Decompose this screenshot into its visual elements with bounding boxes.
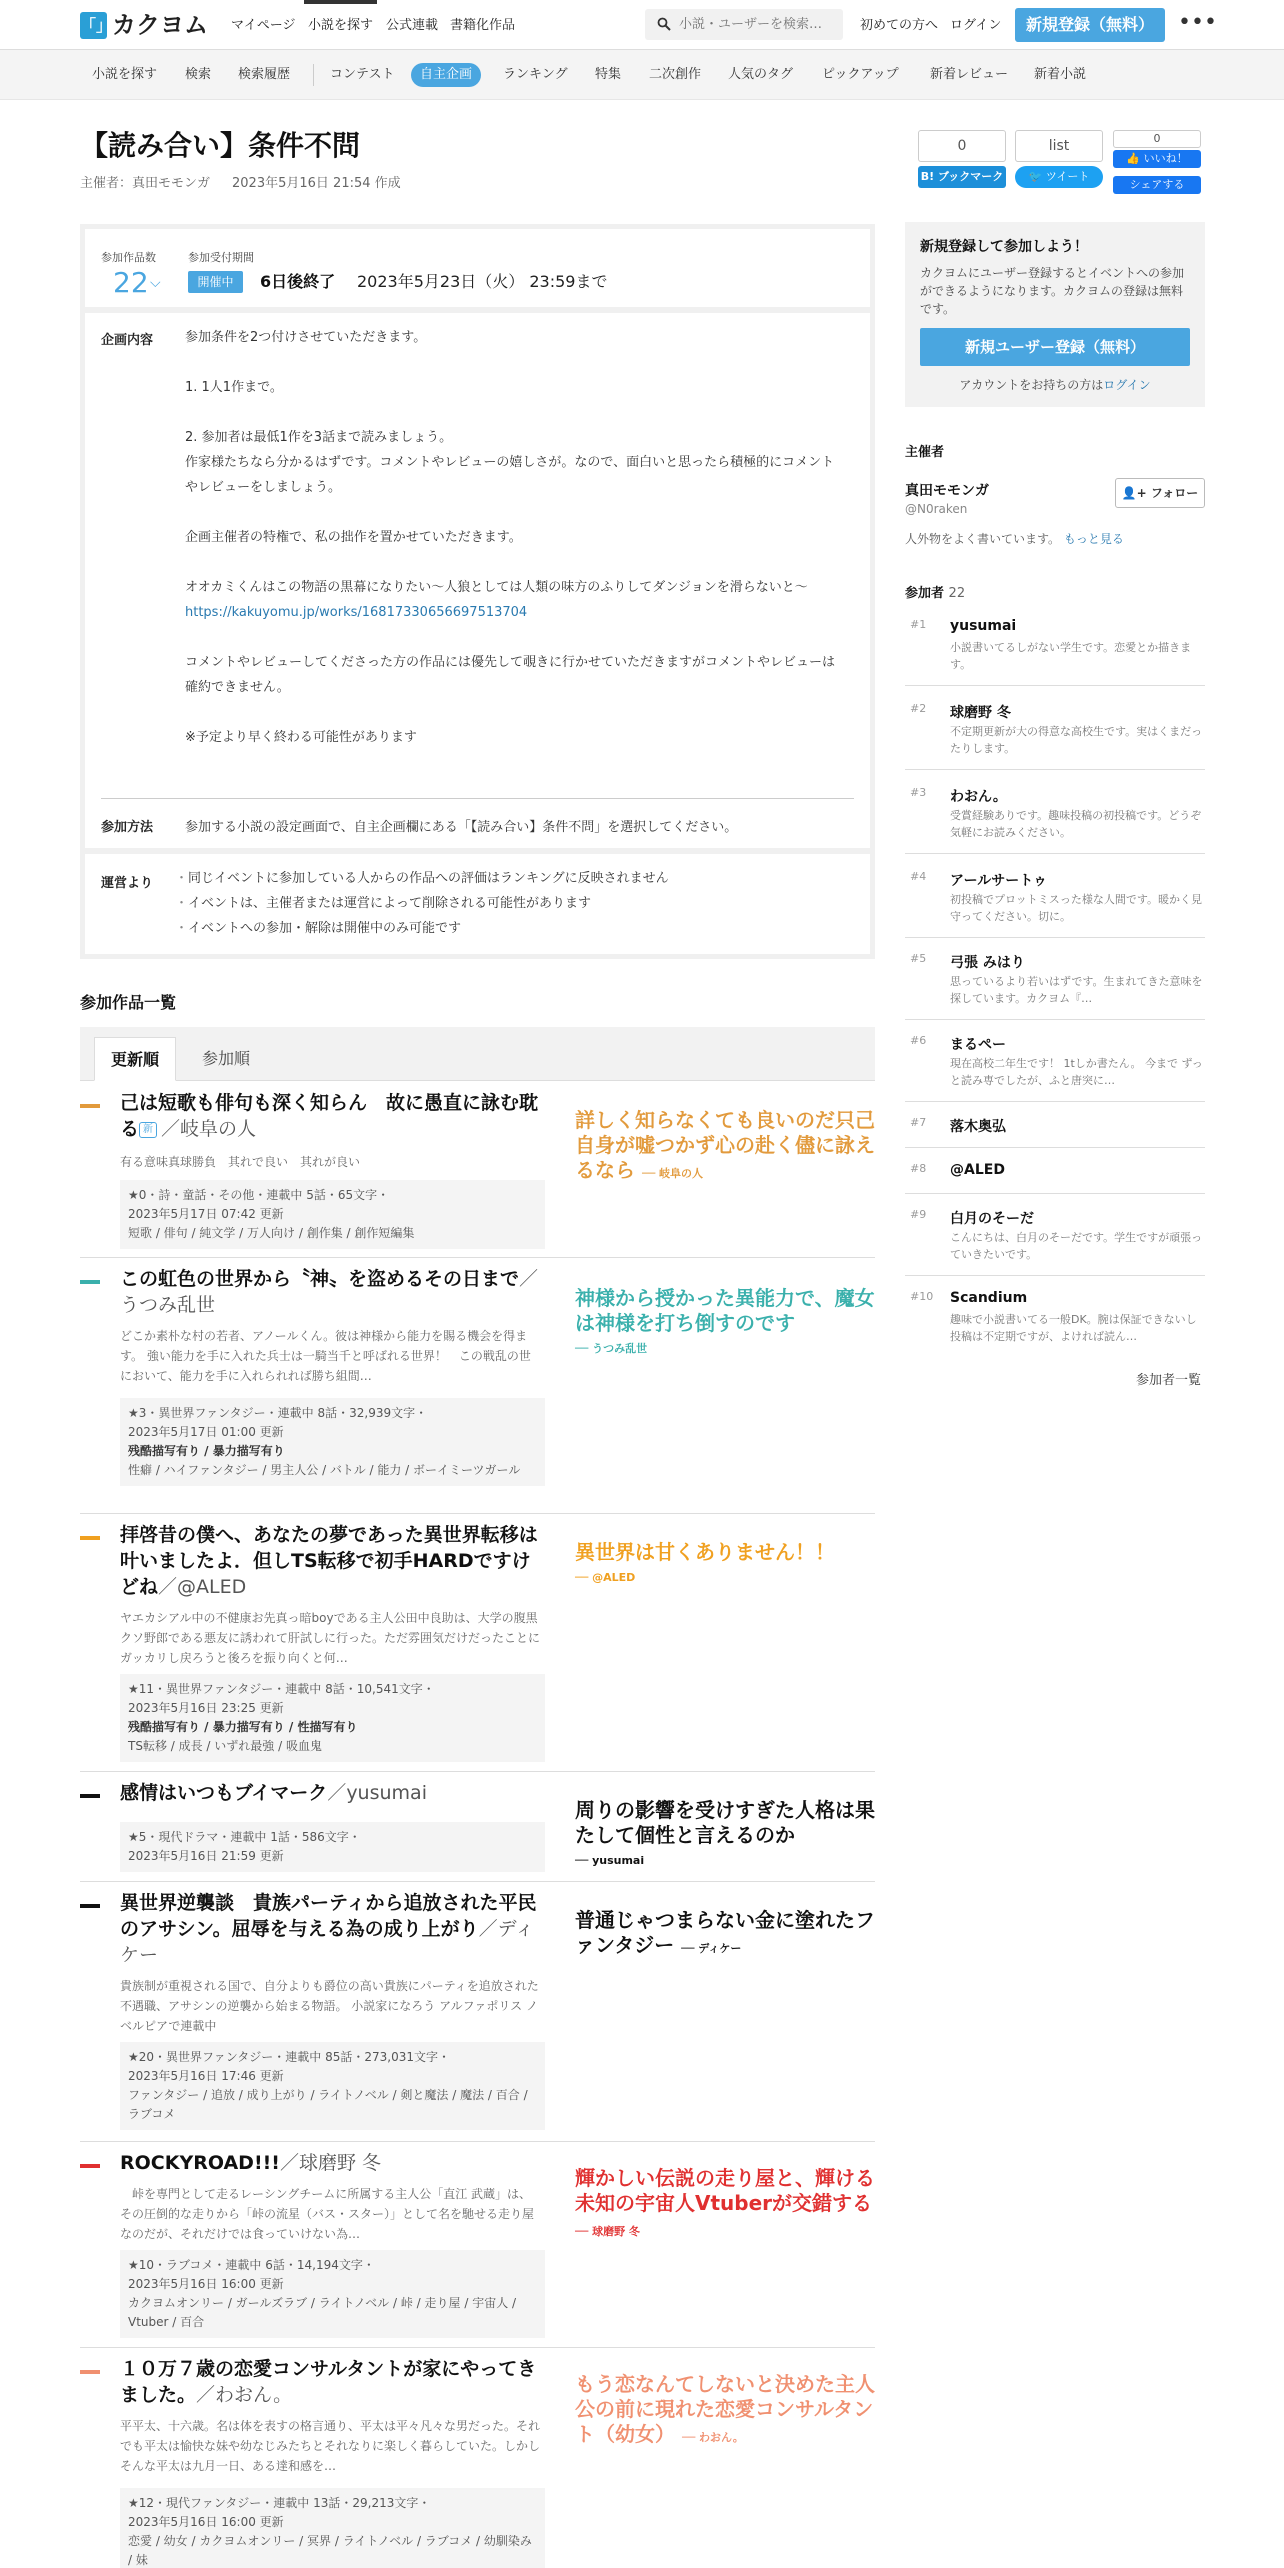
read-more-link[interactable]: もっと見る bbox=[1063, 532, 1124, 546]
catch-text: 異世界は甘くありません！！ bbox=[575, 1540, 835, 1564]
work-item bbox=[80, 2348, 875, 2568]
participant-intro: 受賞経験ありです。趣味投稿の初投稿です。どうぞ気軽にお読みください。 bbox=[950, 809, 1202, 839]
work-stats: ★0・詩・童話・その他・連載中 5話・65文字・ bbox=[128, 1188, 390, 1202]
event-host[interactable]: 主催者：真田モモンガ bbox=[80, 176, 211, 191]
desc-line: オオカミくんはこの物語の黒幕になりたい〜人狼としては人類の味方のふりしてダンジョンを滑らないと〜 bbox=[185, 580, 808, 595]
subnav-user-events[interactable]: 自主企画 bbox=[411, 63, 481, 87]
participant-item[interactable] bbox=[905, 786, 1205, 854]
work-title[interactable]: 己は短歌も俳句も深く知らん 故に愚直に詠む耽る 新 ／岐阜の人 bbox=[120, 1092, 539, 1140]
work-catchphrase: 異世界は甘くありません！！ ── @ALED bbox=[575, 1540, 875, 1590]
subnav-new-reviews[interactable]: 新着レビュー bbox=[930, 67, 1009, 82]
participant-name[interactable]: わおん。 bbox=[950, 789, 1007, 805]
catch-author: わおん。 bbox=[699, 2431, 744, 2444]
status-badge: 開催中 bbox=[188, 271, 243, 293]
work-tags[interactable]: TS転移 / 成長 / いずれ最強 / 吸血鬼 bbox=[128, 1739, 322, 1753]
participant-rank: #4 bbox=[910, 870, 927, 883]
entry-count-label: 参加作品数 bbox=[101, 251, 156, 264]
notice-label: 運営より bbox=[101, 876, 154, 891]
participant-rank: #1 bbox=[910, 618, 927, 631]
description-label: 企画内容 bbox=[101, 333, 154, 348]
event-title: 【読み合い】条件不問 bbox=[80, 129, 361, 162]
catch-text: 神様から授かった異能力で、魔女は神様を打ち倒すのです bbox=[575, 1286, 875, 1335]
participant-rank: #10 bbox=[910, 1290, 934, 1303]
nav-official-serial[interactable]: 公式連載 bbox=[386, 18, 439, 33]
work-tags[interactable]: 性癖 / ハイファンタジー / 男主人公 / バトル / 能力 / ボーイミーツガール bbox=[128, 1463, 521, 1477]
participant-rank: #9 bbox=[910, 1208, 927, 1221]
facebook-share-button[interactable]: シェアする bbox=[1113, 176, 1201, 194]
desc-line: 1. 1人1作まで。 bbox=[185, 380, 283, 395]
notice-item: ・ イベントへの参加・解除は開催中のみ可能です bbox=[175, 916, 669, 941]
work-color-bar bbox=[80, 2164, 100, 2168]
tweet-label: ツイート bbox=[1045, 170, 1090, 183]
participant-item[interactable] bbox=[905, 1290, 1205, 1346]
host-heading: 主催者 bbox=[905, 445, 945, 460]
follow-label: フォロー bbox=[1150, 486, 1199, 500]
work-tags[interactable]: 短歌 / 俳句 / 純文学 / 万人向け / 創作集 / 創作短編集 bbox=[128, 1226, 415, 1240]
work-info bbox=[120, 2250, 545, 2338]
work-stats: ★5・現代ドラマ・連載中 1話・586文字・ bbox=[128, 1830, 361, 1844]
host-id[interactable]: @N0raken bbox=[905, 502, 968, 516]
event-meta bbox=[80, 172, 401, 191]
subnav-ranking[interactable]: ランキング bbox=[503, 67, 568, 82]
new-badge: 新 bbox=[139, 1122, 157, 1138]
work-color-bar bbox=[80, 1280, 100, 1284]
follow-button[interactable] bbox=[1115, 478, 1205, 508]
work-catchphrase: 周りの影響を受けすぎた人格は果たして個性と言えるのか ── yusumai bbox=[575, 1798, 875, 1867]
catch-text: 輝かしい伝説の走り屋と、輝ける未知の宇宙人Vtuberが交錯する bbox=[575, 2166, 875, 2215]
site-header bbox=[0, 0, 1284, 50]
work-intro: 平平太、十六歳。名は体を表すの格言通り、平太は平々凡々な男だった。それでも平太は愉快な妹や幼なじみたちとそれなりに楽しく暮らしていた。しかしそんな平太は九月一日、ある達和感を… bbox=[120, 2419, 541, 2473]
work-info bbox=[120, 1180, 545, 1249]
participant-rank: #8 bbox=[910, 1162, 927, 1175]
participant-intro: 現在高校二年生です！ 1tしか書たん。 今まで ずっと読み専でしたが、ふと唐突に… bbox=[950, 1057, 1203, 1087]
work-item bbox=[80, 1882, 875, 2142]
participant-name[interactable]: 弓張 みはり bbox=[950, 955, 1025, 971]
work-info bbox=[120, 2488, 545, 2568]
notice-list bbox=[175, 866, 669, 941]
work-author[interactable]: 球磨野 冬 bbox=[298, 2152, 382, 2174]
work-title-text[interactable]: 感情はいつもブイマーク bbox=[120, 1782, 328, 1804]
work-item bbox=[80, 1772, 875, 1882]
work-color-bar bbox=[80, 1904, 100, 1908]
catch-author: 球磨野 冬 bbox=[592, 2225, 640, 2238]
subnav-search[interactable]: 検索 bbox=[185, 67, 212, 82]
work-info bbox=[120, 2042, 545, 2130]
work-updated: 2023年5月16日 16:00 更新 bbox=[128, 2515, 284, 2529]
subnav-features[interactable]: 特集 bbox=[595, 67, 622, 82]
desc-line: 作家様たちなら分かるはずです。コメントやレビューの嬉しさが。なので、面白いと思ったら積極的にコメントやレビューをしましょう。 bbox=[185, 455, 835, 495]
participant-name[interactable]: 球磨野 冬 bbox=[950, 705, 1011, 721]
work-catchphrase: もう恋なんてしないと決めた主人公の前に現れた恋愛コンサルタント（幼女） ── わおん。 bbox=[575, 2372, 875, 2446]
participant-item[interactable] bbox=[905, 1208, 1205, 1276]
participant-item[interactable] bbox=[905, 618, 1205, 686]
work-stats: ★12・現代ファンタジー・連載中 13話・29,213文字・ bbox=[128, 2496, 431, 2510]
host-name[interactable]: 真田モモンガ bbox=[905, 483, 989, 499]
work-author[interactable]: うつみ乱世 bbox=[120, 1294, 216, 1316]
participant-name[interactable]: 落木奥弘 bbox=[950, 1119, 1006, 1135]
search-input[interactable] bbox=[679, 13, 837, 36]
work-item bbox=[80, 1082, 875, 1258]
work-author[interactable]: @ALED bbox=[177, 1576, 247, 1598]
work-intro: どこか素朴な村の若者、アノールくん。彼は神様から能力を賜る機会を得ます。 強い能力を手に入れた兵士は一騎当千と呼ばれる世界！ この戦乱の世において、能力を手に入れられれば勝ち組間… bbox=[120, 1329, 531, 1383]
chevron-down-icon[interactable]: ⌵ bbox=[150, 275, 161, 291]
work-title-text[interactable]: この虹色の世界から〝神〟を盗めるその日まで bbox=[120, 1268, 520, 1290]
entry-count[interactable]: 22 bbox=[113, 266, 149, 299]
participant-item[interactable] bbox=[905, 1034, 1205, 1102]
work-author[interactable]: ディケー bbox=[120, 1918, 535, 1966]
work-intro: 峠を専門として走るレーシングチームに所属する主人公「直江 武蔵」は、その圧倒的な走りから「峠の流星（バス・スター）」として名を馳せる走り屋なのだが、それだけでは食っていけない為… bbox=[120, 2187, 535, 2241]
register-button[interactable]: 新規登録（無料） bbox=[1015, 8, 1165, 42]
hatena-bookmark-button[interactable]: B! ブックマーク bbox=[918, 166, 1006, 188]
desc-line: 企画主催者の特権で、私の拙作を置かせていただきます。 bbox=[185, 530, 522, 545]
participant-rank: #6 bbox=[910, 1034, 927, 1047]
work-info bbox=[120, 1822, 545, 1872]
catch-text: もう恋なんてしないと決めた主人公の前に現れた恋愛コンサルタント（幼女） bbox=[575, 2372, 875, 2446]
work-info bbox=[120, 1674, 545, 1762]
works-list-heading: 参加作品一覧 bbox=[80, 993, 177, 1012]
participant-item[interactable] bbox=[905, 952, 1205, 1020]
work-intro: ヤエカシアル中の不健康お先真っ暗boyである主人公田中良助は、大学の腹黒クソ野郎である悪友に誘われて肝試しに行った。ただ雰囲気だけだったことにガッカリし戻ろうと後ろを振り向くと何… bbox=[120, 1611, 541, 1665]
works-tabs bbox=[80, 1027, 875, 1081]
participant-item[interactable] bbox=[905, 870, 1205, 938]
participant-item[interactable] bbox=[905, 1116, 1205, 1148]
work-warnings: 残酷描写有り / 暴力描写有り / 性描写有り bbox=[128, 1720, 358, 1734]
participant-rank: #7 bbox=[910, 1116, 927, 1129]
desc-line: コメントやレビューしてくださった方の作品には優先して覗きに行かせていただきますがコメントやレビューは確約できません。 bbox=[185, 655, 836, 695]
signup-description: カクヨムにユーザー登録するとイベントへの参加ができるようになります。カクヨムの登録は無料です。 bbox=[920, 266, 1185, 316]
subnav-divider bbox=[313, 64, 314, 86]
work-title[interactable]: 感情はいつもブイマーク／yusumai bbox=[120, 1782, 427, 1804]
search-icon bbox=[657, 17, 671, 31]
work-author[interactable]: yusumai bbox=[346, 1782, 427, 1804]
work-title-text[interactable]: 己は短歌も俳句も深く知らん 故に愚直に詠む耽る bbox=[120, 1092, 539, 1140]
catch-author: ディケー bbox=[698, 1942, 742, 1955]
days-left: 6日後終了 bbox=[260, 272, 336, 291]
work-tags[interactable]: 恋愛 / 幼女 / カクヨムオンリー / 冥界 / ライトノベル / ラブコメ / 幼馴染み / 妹 bbox=[128, 2534, 532, 2567]
event-status-panel bbox=[85, 229, 870, 307]
work-stats: ★10・ラブコメ・連載中 6話・14,194文字・ bbox=[128, 2258, 375, 2272]
sub-navigation bbox=[0, 50, 1284, 100]
participant-intro: 小説書いてるしがない学生です。恋愛とか描きます。 bbox=[950, 641, 1192, 671]
subnav-fanfiction[interactable]: 二次創作 bbox=[649, 67, 702, 82]
kakuyomu-logo-icon[interactable]: 「」 bbox=[80, 12, 107, 39]
participants-label: 参加者 bbox=[905, 586, 945, 601]
login-prompt bbox=[920, 376, 1190, 393]
signup-button[interactable]: 新規ユーザー登録（無料） bbox=[920, 328, 1190, 366]
work-item bbox=[80, 2142, 875, 2348]
nav-published-works[interactable]: 書籍化作品 bbox=[450, 18, 516, 33]
catch-text: 普通じゃつまらない金に塗れたファンタジー bbox=[575, 1908, 875, 1957]
work-tags[interactable]: ファンタジー / 追放 / 成り上がり / ライトノベル / 剣と魔法 / 魔法 / 百合 / ラブコメ bbox=[128, 2088, 528, 2121]
tab-joined[interactable]: 参加順 bbox=[202, 1049, 251, 1068]
nav-mypage[interactable]: マイページ bbox=[231, 18, 296, 33]
login-prompt-text: アカウントをお持ちの方は bbox=[959, 378, 1104, 392]
work-title[interactable]: 拝啓昔の僕へ、あなたの夢であった異世界転移は叶いましたよ．但しTS転移で初手HARDですけどね／@ALED bbox=[120, 1524, 538, 1598]
participant-intro: 不定期更新が大の得意な高校生です。実はくまだったりします。 bbox=[950, 725, 1203, 755]
signup-box bbox=[905, 222, 1205, 407]
work-title[interactable]: この虹色の世界から〝神〟を盗めるその日まで／うつみ乱世 bbox=[120, 1268, 539, 1316]
work-title[interactable]: １０万７歳の恋愛コンサルタントが家にやってきました。／わおん。 bbox=[120, 2358, 537, 2406]
notice-panel bbox=[85, 854, 870, 954]
deadline: 2023年5月23日（火） 23:59まで bbox=[357, 272, 608, 291]
tab-updated[interactable]: 更新順 bbox=[94, 1037, 176, 1081]
participants-heading bbox=[905, 582, 965, 601]
participant-name[interactable]: yusumai bbox=[950, 618, 1017, 634]
first-time-link[interactable]: 初めての方へ bbox=[860, 18, 939, 33]
work-item bbox=[80, 1514, 875, 1772]
work-title-text[interactable]: 拝啓昔の僕へ、あなたの夢であった異世界転移は叶いましたよ．但しTS転移で初手HARDですけどね bbox=[120, 1524, 538, 1598]
work-tags[interactable]: カクヨムオンリー / ガールズラブ / ライトノベル / 峠 / 走り屋 / 宇宙人 / Vtuber / 百合 bbox=[128, 2296, 517, 2329]
work-catchphrase: 普通じゃつまらない金に塗れたファンタジー ── ディケー bbox=[575, 1908, 875, 1957]
desc-line: 2. 参加者は最低1作を3話まで読みましょう。 bbox=[185, 430, 453, 445]
work-updated: 2023年5月17日 07:42 更新 bbox=[128, 1207, 284, 1221]
how-to-join: 参加する小説の設定画面で、自主企画欄にある「【読み合い】条件不問」を選択してください。 bbox=[185, 820, 738, 835]
desc-line: ※予定より早く終わる可能性があります bbox=[185, 730, 417, 745]
participant-intro: 初投稿でプロットミスった様な人間です。暖かく見守ってください。切に。 bbox=[950, 893, 1203, 923]
participant-name[interactable]: アールサートゥ bbox=[950, 873, 1047, 889]
work-updated: 2023年5月16日 16:00 更新 bbox=[128, 2277, 284, 2291]
period-label: 参加受付期間 bbox=[188, 251, 254, 264]
event-info-box bbox=[80, 224, 875, 959]
participant-intro: 思っているより若いはずです。生まれてきた意味を探しています。カクヨム『… bbox=[950, 975, 1203, 1005]
participant-name[interactable]: 白月のそーだ bbox=[950, 1211, 1034, 1227]
event-created: 2023年5月16日 21:54 作成 bbox=[232, 176, 401, 191]
subnav-new-novels[interactable]: 新着小説 bbox=[1034, 67, 1087, 82]
site-logo-text[interactable]: カクヨム bbox=[112, 11, 208, 39]
participant-rank: #5 bbox=[910, 952, 927, 965]
subnav-search-history[interactable]: 検索履歴 bbox=[238, 67, 291, 82]
participant-intro: こんにちは、白月のそーだです。学生ですが頑張っていきたいです。 bbox=[950, 1231, 1203, 1261]
work-catchphrase: 神様から授かった異能力で、魔女は神様を打ち倒すのです ── うつみ乱世 bbox=[575, 1286, 875, 1355]
host-bio-text: 人外物をよく書いています。 bbox=[905, 532, 1061, 546]
work-color-bar bbox=[80, 2370, 100, 2374]
tweet-button[interactable] bbox=[1015, 166, 1103, 188]
work-updated: 2023年5月17日 01:00 更新 bbox=[128, 1425, 284, 1439]
subnav-pickup[interactable]: ピックアップ bbox=[822, 67, 899, 82]
work-stats: ★11・異世界ファンタジー・連載中 8話・10,541文字・ bbox=[128, 1682, 435, 1696]
catch-text: 詳しく知らなくても良いのだ只己自身が嘘つかず心の赴く儘に詠えるなら bbox=[575, 1108, 875, 1182]
work-updated: 2023年5月16日 23:25 更新 bbox=[128, 1701, 284, 1715]
notice-item: ・ イベントは、主催者または運営によって削除される可能性があります bbox=[175, 891, 669, 916]
like-label: いいね！ bbox=[1143, 152, 1188, 165]
signup-title: 新規登録して参加しよう！ bbox=[920, 239, 1088, 255]
participant-name[interactable]: @ALED bbox=[950, 1162, 1005, 1178]
participant-rank: #3 bbox=[910, 786, 927, 799]
user-plus-icon: 👤+ bbox=[1121, 486, 1147, 500]
subnav-contest[interactable]: コンテスト bbox=[330, 67, 395, 82]
participant-intro: 趣味で小説書いてる一般DK。腕は保証できないし投稿は不定期ですが、よければ読ん… bbox=[950, 1313, 1197, 1343]
work-author[interactable]: わおん。 bbox=[215, 2384, 293, 2406]
desc-line: 参加条件を2つ付けさせていただきます。 bbox=[185, 330, 427, 345]
catch-author: yusumai bbox=[592, 1854, 645, 1867]
work-catchphrase: 詳しく知らなくても良いのだ只己自身が嘘つかず心の赴く儘に詠えるなら ── 岐阜の人 bbox=[575, 1108, 875, 1182]
event-description bbox=[185, 325, 835, 750]
login-link[interactable]: ログイン bbox=[950, 18, 1002, 33]
work-catchphrase: 輝かしい伝説の走り屋と、輝ける未知の宇宙人Vtuberが交錯する ── 球磨野 冬 bbox=[575, 2166, 875, 2238]
work-updated: 2023年5月16日 21:59 更新 bbox=[128, 1849, 284, 1863]
like-count: 0 bbox=[1113, 130, 1201, 148]
work-intro: 貴族制が重視される国で、自分よりも爵位の高い貴族にパーティを追放された不遇職、アサシンの逆襲から始まる物語。 小説家になろう アルファポリス ノベルピアで連載中 bbox=[120, 1979, 539, 2033]
facebook-like-button[interactable] bbox=[1113, 150, 1201, 168]
tweet-count: list bbox=[1015, 130, 1103, 162]
search-box[interactable] bbox=[645, 9, 843, 40]
participants-count: 22 bbox=[948, 586, 966, 601]
catch-text: 周りの影響を受けすぎた人格は果たして個性と言えるのか bbox=[575, 1798, 875, 1847]
participant-name[interactable]: まるペー bbox=[950, 1037, 1006, 1053]
nav-find-novels[interactable]: 小説を探す bbox=[308, 18, 374, 33]
host-bio bbox=[905, 530, 1124, 547]
sidebar-login-link[interactable]: ログイン bbox=[1103, 378, 1151, 392]
work-info bbox=[120, 1398, 545, 1486]
work-color-bar bbox=[80, 1104, 100, 1108]
catch-author: うつみ乱世 bbox=[592, 1342, 648, 1355]
work-title-text[interactable]: ROCKYROAD!!! bbox=[120, 2152, 280, 2174]
work-title[interactable]: 異世界逆襲談 貴族パーティから追放された平民のアサシン。屈辱を与える為の成り上がり／ディケー bbox=[120, 1892, 537, 1966]
participant-item[interactable] bbox=[905, 702, 1205, 770]
notice-item: ・ 同じイベントに参加している人からの作品への評価はランキングに反映されません bbox=[175, 866, 669, 891]
event-description-panel bbox=[85, 313, 870, 848]
work-item bbox=[80, 1258, 875, 1514]
work-title-text[interactable]: １０万７歳の恋愛コンサルタントが家にやってきました。 bbox=[120, 2358, 537, 2406]
work-stats: ★3・異世界ファンタジー・連載中 8話・32,939文字・ bbox=[128, 1406, 428, 1420]
catch-author: 岐阜の人 bbox=[659, 1167, 704, 1180]
all-participants-link[interactable]: 参加者一覧 bbox=[1136, 1373, 1202, 1388]
more-menu-icon[interactable]: ••• bbox=[1178, 10, 1217, 35]
work-author[interactable]: 岐阜の人 bbox=[180, 1118, 257, 1140]
work-updated: 2023年5月16日 17:46 更新 bbox=[128, 2069, 284, 2083]
bookmark-count: 0 bbox=[918, 130, 1006, 162]
participant-name[interactable]: Scandium bbox=[950, 1290, 1028, 1306]
participant-item[interactable] bbox=[905, 1162, 1205, 1194]
participant-rank: #2 bbox=[910, 702, 927, 715]
work-stats: ★20・異世界ファンタジー・連載中 85話・273,031文字・ bbox=[128, 2050, 451, 2064]
twitter-bird-icon: 🐦 bbox=[1028, 170, 1043, 183]
divider bbox=[101, 798, 854, 799]
subnav-popular-tags[interactable]: 人気のタグ bbox=[728, 67, 794, 82]
work-link[interactable]: https://kakuyomu.jp/works/16817330656697513704 bbox=[185, 605, 528, 620]
work-title-text[interactable]: 異世界逆襲談 貴族パーティから追放された平民のアサシン。屈辱を与える為の成り上がり bbox=[120, 1892, 537, 1940]
how-to-join-label: 参加方法 bbox=[101, 820, 154, 835]
work-color-bar bbox=[80, 1794, 100, 1798]
subnav-find-novels[interactable]: 小説を探す bbox=[92, 67, 158, 82]
thumbs-up-icon: 👍 bbox=[1126, 152, 1141, 165]
work-title[interactable]: ROCKYROAD!!!／球磨野 冬 bbox=[120, 2152, 382, 2174]
catch-author: @ALED bbox=[592, 1571, 636, 1584]
work-color-bar bbox=[80, 1536, 100, 1540]
work-warnings: 残酷描写有り / 暴力描写有り bbox=[128, 1444, 285, 1458]
work-intro: 有る意味真球勝負 其れで良い 其れが良い bbox=[120, 1155, 361, 1169]
